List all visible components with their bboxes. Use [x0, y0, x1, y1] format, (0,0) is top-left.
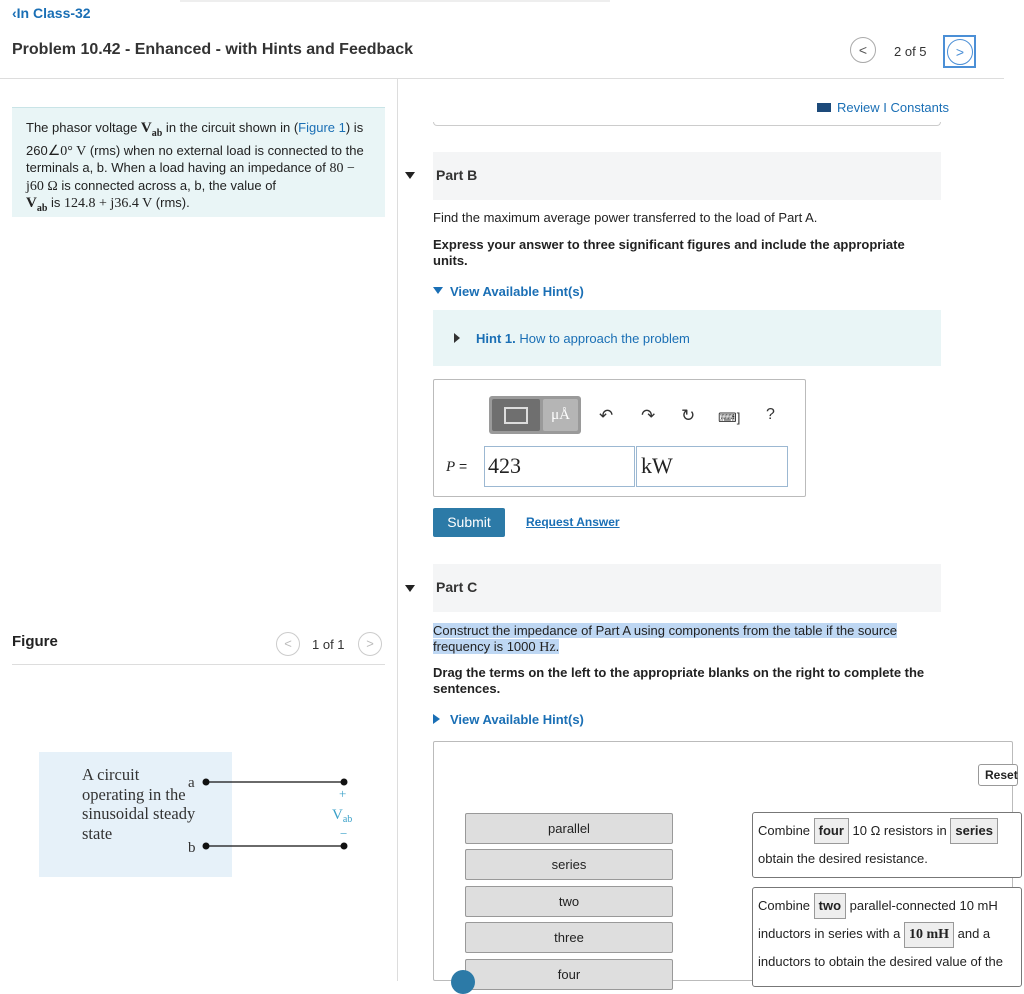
caret-right-icon — [433, 714, 440, 724]
figure-heading: Figure — [12, 633, 58, 650]
reset-icon[interactable]: ↻ — [681, 406, 696, 425]
phasor-angle: ∠0° V — [47, 143, 87, 159]
drag-chip[interactable]: series — [465, 849, 673, 880]
caret-down-icon — [405, 172, 415, 179]
pager-text: 2 of 5 — [894, 44, 927, 59]
hint-1-link[interactable] — [476, 331, 690, 346]
redo-icon[interactable]: ↷ — [641, 406, 656, 425]
floating-action-button[interactable] — [451, 970, 475, 994]
drag-chip[interactable]: four — [465, 959, 673, 990]
chevron-left-icon: < — [284, 636, 292, 651]
caret-down-icon — [433, 287, 443, 294]
blank-filled[interactable]: series — [950, 818, 998, 844]
drag-drop-area — [433, 741, 1018, 982]
part-c-question-end: . — [555, 639, 560, 654]
node-a-label: a — [188, 775, 195, 791]
part-b-question: Find the maximum average power transferred to the load of Part A. — [433, 210, 818, 225]
answer-editor — [433, 379, 806, 497]
prev-figure-button[interactable] — [276, 632, 300, 656]
review-constants — [817, 100, 949, 115]
terminal-b-dot — [341, 843, 348, 850]
sentence-text: Combine — [758, 823, 814, 838]
vab-subscript: ab — [36, 203, 48, 214]
drag-chip[interactable]: three — [465, 922, 673, 953]
vab-label — [332, 807, 352, 825]
answer-equals: = — [455, 458, 468, 474]
part-c-collapse-toggle[interactable] — [405, 585, 415, 592]
problem-title: Problem 10.42 - Enhanced - with Hints and Feedback — [12, 41, 413, 58]
problem-text: The phasor voltage — [26, 120, 141, 135]
figure-link[interactable]: Figure 1 — [298, 120, 346, 135]
part-c-question-text: Construct the impedance of Part A using components from the table if the source frequency is 1000 — [433, 623, 897, 654]
review-separator: I — [879, 100, 891, 115]
header-divider — [0, 78, 1004, 79]
review-icon — [817, 103, 831, 112]
view-hints-link: View Available Hint(s) — [450, 712, 584, 727]
part-c-hints-toggle[interactable] — [433, 712, 584, 727]
next-figure-button[interactable] — [358, 632, 382, 656]
answer-value-input[interactable]: 423 — [484, 446, 635, 487]
problem-text: is connected across a, b, the value of — [57, 177, 277, 193]
minus-sign: − — [340, 826, 348, 841]
drag-chip[interactable]: parallel — [465, 813, 673, 844]
undo-icon[interactable]: ↶ — [599, 406, 614, 425]
keyboard-icon[interactable]: ⌨] — [718, 410, 741, 425]
figure-divider — [12, 664, 385, 665]
vab-letter: V — [140, 120, 152, 136]
impedance-value: 80 − j60 Ω — [26, 161, 355, 194]
breadcrumb-label: In Class-32 — [16, 5, 91, 21]
part-c-header — [433, 564, 941, 612]
question-highlight — [433, 623, 897, 654]
hint-expand-icon[interactable] — [454, 333, 460, 343]
part-a-card-bottom — [433, 122, 941, 126]
breadcrumb-link[interactable] — [12, 5, 91, 21]
blank-filled[interactable]: 10 mH — [904, 922, 954, 948]
vab-symbol — [140, 120, 163, 139]
submit-button[interactable]: Submit — [433, 508, 505, 537]
sentence-text: parallel-connected 10 mH — [846, 898, 998, 913]
figure-pager-text: 1 of 1 — [312, 637, 345, 652]
hz-unit: Hz — [539, 640, 556, 655]
sentence-text: and a — [954, 926, 991, 941]
part-b-label: Part B — [436, 167, 478, 183]
problem-text: (rms) when no external load is connected to the terminals a, b. When a load having an impedance of — [26, 142, 364, 175]
chevron-right-icon: > — [955, 44, 965, 60]
templates-button[interactable] — [492, 399, 540, 431]
answer-unit-input[interactable]: kW — [636, 446, 788, 487]
hint-panel — [433, 310, 941, 366]
vab-letter: V — [26, 195, 37, 211]
problem-text: is — [47, 195, 65, 210]
part-c-instruction: Drag the terms on the left to the appropriate blanks on the right to complete the sentences. — [433, 665, 925, 696]
vab-label-letter: V — [332, 807, 343, 823]
templates-icon — [504, 407, 528, 424]
chevron-left-icon: < — [858, 42, 868, 58]
problem-text: ) is 260 — [26, 120, 364, 158]
sentence-text: obtain the desired resistance. — [758, 851, 928, 866]
help-button[interactable]: ? — [766, 406, 775, 423]
circuit-description: A circuit operating in the sinusoidal steady state — [82, 765, 196, 843]
sentence-text: Combine — [758, 898, 814, 913]
caret-right-icon — [454, 333, 460, 343]
sentence-2 — [752, 887, 1022, 987]
problem-pager — [848, 37, 983, 67]
constants-link[interactable]: Constants — [890, 100, 950, 115]
drag-chip[interactable]: two — [465, 886, 673, 917]
problem-text: (rms). — [152, 195, 190, 210]
request-answer-link[interactable]: Request Answer — [526, 515, 620, 529]
part-c-question — [433, 623, 923, 656]
answer-label — [446, 458, 467, 476]
blank-filled[interactable]: four — [814, 818, 849, 844]
part-b-header — [433, 152, 941, 200]
column-divider — [397, 78, 398, 981]
prev-problem-button[interactable] — [850, 37, 876, 63]
part-b-instruction: Express your answer to three significant figures and include the appropriate units. — [433, 237, 905, 268]
chevron-left-icon: ‹ — [12, 5, 17, 21]
review-link[interactable]: Review — [837, 100, 880, 115]
units-button[interactable]: μÅ — [543, 399, 578, 431]
part-b-collapse-toggle[interactable] — [405, 172, 415, 179]
vab-value: 124.8 + j36.4 V — [64, 196, 153, 211]
next-problem-focus — [943, 35, 976, 68]
next-problem-button[interactable] — [947, 39, 973, 65]
vab-label-subscript: ab — [342, 814, 353, 825]
sentence-text: inductors in series with a — [758, 926, 904, 941]
circuit-diagram — [180, 768, 360, 863]
top-shadow — [180, 0, 610, 2]
template-toolbar — [489, 396, 581, 434]
answer-variable: P — [446, 459, 456, 475]
part-c-label: Part C — [436, 579, 478, 595]
part-b-hints-toggle[interactable] — [433, 284, 584, 299]
sentence-1 — [752, 812, 1022, 878]
node-b-label: b — [188, 840, 196, 856]
reset-button[interactable]: Reset — [978, 764, 1018, 786]
vab-symbol — [26, 195, 48, 214]
blank-filled[interactable]: two — [814, 893, 846, 919]
terminal-a-dot — [341, 779, 348, 786]
hint-1-text: How to approach the problem — [515, 331, 690, 346]
view-hints-link: View Available Hint(s) — [450, 284, 584, 299]
sentence-text: inductors to obtain the desired value of the — [758, 954, 1003, 969]
vab-subscript: ab — [151, 128, 163, 139]
plus-sign: + — [339, 786, 347, 801]
problem-text: in the circuit shown in ( — [162, 120, 299, 135]
sentence-text: 10 Ω resistors in — [848, 823, 951, 838]
problem-statement — [12, 107, 385, 217]
caret-down-icon — [405, 585, 415, 592]
figure-pager — [276, 632, 386, 658]
chevron-right-icon: > — [366, 636, 374, 651]
hint-1-prefix: Hint 1. — [476, 331, 516, 346]
